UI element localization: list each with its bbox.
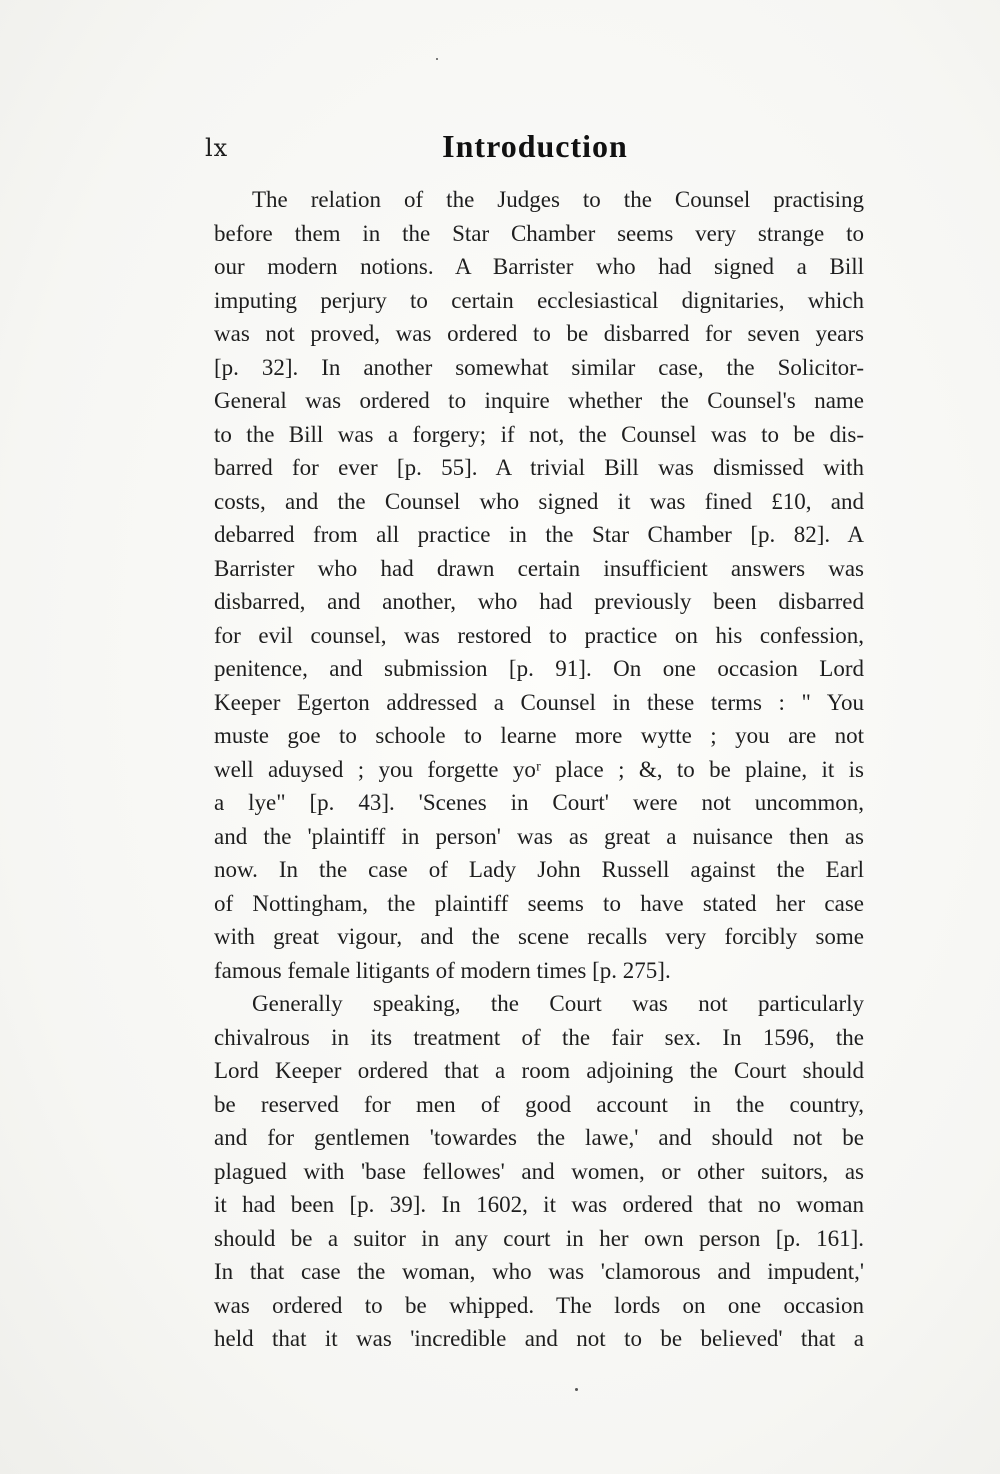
paragraph-2 — [214, 987, 864, 1356]
text-line: for evil counsel, was restored to practice on his confession, — [214, 622, 864, 648]
text-line: be reserved for men of good account in the country, — [214, 1091, 864, 1117]
text-line: now. In the case of Lady John Russell against the Earl — [214, 857, 864, 882]
text-line: and for gentlemen 'towardes the lawe,' and should not be — [214, 1125, 864, 1150]
paragraph-1 — [214, 183, 864, 987]
chapter-title: Introduction — [442, 128, 628, 164]
text-line: was ordered to be whipped. The lords on one occasion — [214, 1292, 864, 1318]
text-line: was not proved, was ordered to be disbarred for seven years — [214, 321, 864, 346]
text-line: with great vigour, and the scene recalls very forcibly some — [214, 924, 864, 949]
text-line: costs, and the Counsel who signed it was fined £10, and — [214, 488, 864, 514]
text-line: Generally speaking, the Court was not particularly — [252, 991, 864, 1016]
text-line: Lord Keeper ordered that a room adjoining the Court should — [214, 1058, 864, 1083]
paper-speck — [436, 58, 438, 60]
text-line: In that case the woman, who was 'clamorous and impudent,' — [214, 1259, 864, 1284]
text-line: our modern notions. A Barrister who had signed a Bill — [214, 254, 864, 279]
text-line: disbarred, and another, who had previously been disbarred — [214, 589, 864, 614]
text-line: before them in the Star Chamber seems very strange to — [214, 220, 864, 246]
text-line: The relation of the Judges to the Counsel practising — [252, 187, 864, 212]
text-line: famous female litigants of modern times [p. 275]. — [214, 957, 671, 983]
text-line: imputing perjury to certain ecclesiastical dignitaries, which — [214, 287, 864, 313]
text-line: penitence, and submission [p. 91]. On one occasion Lord — [214, 656, 864, 681]
paper-speck — [575, 1388, 578, 1391]
text-line: General was ordered to inquire whether the Counsel's name — [214, 388, 864, 413]
text-line: it had been [p. 39]. In 1602, it was ordered that no woman — [214, 1192, 864, 1217]
text-line: plagued with 'base fellowes' and women, or other suitors, as — [214, 1158, 864, 1184]
text-line: of Nottingham, the plaintiff seems to have stated her case — [214, 890, 864, 916]
text-line: should be a suitor in any court in her own person [p. 161]. — [214, 1225, 864, 1251]
text-line: to the Bill was a forgery; if not, the Counsel was to be dis- — [214, 421, 864, 447]
text-line: muste goe to schoole to learne more wytte ; you are not — [214, 723, 864, 748]
text-line: debarred from all practice in the Star Chamber [p. 82]. A — [214, 522, 864, 547]
text-line: and the 'plaintiff in person' was as great a nuisance then as — [214, 823, 864, 849]
running-head — [205, 128, 865, 168]
text-line: Keeper Egerton addressed a Counsel in these terms : " You — [214, 689, 864, 715]
text-line: barred for ever [p. 55]. A trivial Bill was dismissed with — [214, 455, 864, 480]
text-line: a lye" [p. 43]. 'Scenes in Court' were not uncommon, — [214, 790, 864, 815]
body-text — [214, 183, 864, 1356]
text-line: chivalrous in its treatment of the fair sex. In 1596, the — [214, 1024, 864, 1050]
text-line: well aduysed ; you forgette yoʳ place ; &, to be plaine, it is — [214, 756, 864, 782]
page-number: lx — [205, 134, 229, 162]
text-line: held that it was 'incredible and not to be believed' that a — [214, 1326, 864, 1351]
text-line: Barrister who had drawn certain insufficient answers was — [214, 555, 864, 581]
text-line: [p. 32]. In another somewhat similar case, the Solicitor- — [214, 354, 864, 380]
